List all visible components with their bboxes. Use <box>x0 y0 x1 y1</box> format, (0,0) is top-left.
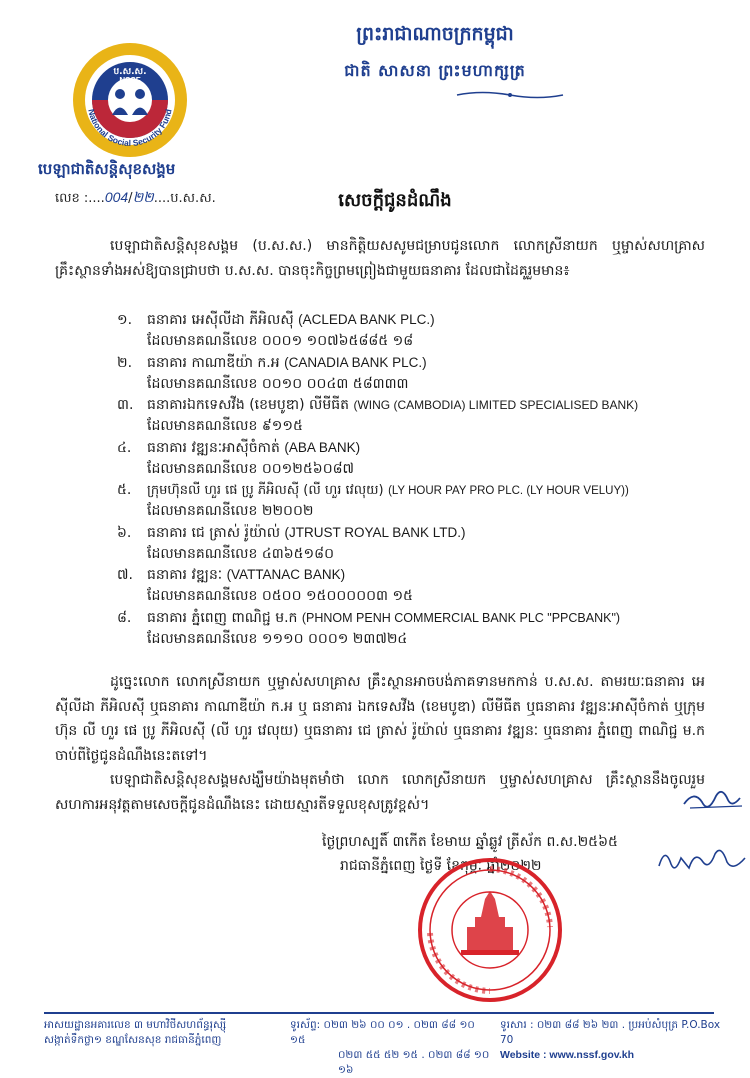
list-item: ៧. ធនាគារ វឌ្ឍនៈ (VATTANAC BANK) ដែលមានគណនីលេខ ០៥០០ ១៥០០០០០៣ ១៥ <box>117 567 413 604</box>
footer-phones: ទូរស័ព្ទ: ០២៣ ២៦ ០០ ០១ . ០២៣ ៨៨ ១០ ១៥ ០២៣ ៥៥ ៥២ ១៥ . ០២៣ ៨៨ ១០ ១៦ <box>290 1019 490 1076</box>
bank-name: ធនាគារ ជេ ត្រាស់ រ៉ូយ៉ាល់ <box>147 524 281 541</box>
account-label: ដែលមានគណនីលេខ <box>147 375 258 392</box>
bank-name-en: (LY HOUR PAY PRO PLC. (LY HOUR VELUY)) <box>388 485 629 497</box>
date-solar: រាជធានីភ្នំពេញ ថ្ងៃទី ខែកុម្ភៈ ឆ្នាំ២០២២ <box>340 858 542 874</box>
list-item: ២. ធនាគារ កាណាឌីយ៉ា ក.អ (CANADIA BANK PLC.) ដែលមានគណនីលេខ ០០១០ ០០៤៣ ៥៨៣៣៣ <box>117 354 427 392</box>
account-number: ៩១១៥ <box>261 418 303 434</box>
account-number: ៤៣៦៥១៨០ <box>261 545 334 562</box>
account-number: ០០១២៥៦០៨៧ <box>261 460 355 477</box>
account-number: ២២០០២ <box>261 503 314 519</box>
list-item: ៥. ក្រុមហ៊ុនលី ហួរ ផេ ប្រូ ភីអិលស៊ី (លី ហួរ វេលុយ) (LY HOUR PAY PRO PLC. (LY HOUR VELUY)) ដែលមានគណនីលេខ ២២០០២ <box>117 482 629 519</box>
footer-address: អាសយដ្ឋានអគារលេខ ៣ មហាវិថីសហព័ន្ធរុស្ស៊ី សង្កាត់ទឹកថ្លា១ ខណ្ឌសែនសុខ រាជធានីភ្នំពេញ <box>44 1019 227 1046</box>
intro-paragraph: បេឡាជាតិសន្តិសុខសង្គម (ប.ស.ស.) មានកិត្តិយសសូមជម្រាបជូនលោក លោកស្រីនាយក ឬម្ចាស់សហគ្រាស គ្រឹះស្ថានទាំងអស់ឱ្យបានជ្រាបថា ប.ស.ស. បានចុះកិច្ចព្រមព្រៀងជាមួយធនាគារ ដែលជាដៃគូរួមមាន៖ <box>55 238 705 279</box>
account-label: ដែលមានគណនីលេខ <box>147 588 258 604</box>
ornament-divider <box>455 90 565 100</box>
bank-name-en: (ABA BANK) <box>284 439 361 455</box>
account-label: ដែលមានគណនីលេខ <box>147 333 258 349</box>
payment-paragraph: ដូច្នេះលោក លោកស្រីនាយក ឬម្ចាស់សហគ្រាស គ្រឹះស្ថានអាចបង់ភាគទានមកកាន់ ប.ស.ស. តាមរយៈធនាគារ អេស៊ីលីដា ភីអិលស៊ី ឬធនាគារ កាណាឌីយ៉ា ក.អ ឬ ធនាគារ ឯកទេសវីង (ខេមបូឌា) លីមីធីត ឬធនាគារ វឌ្ឍនៈអាស៊ីចំកាត់ ឬក្រុមហ៊ុន លី ហួរ ផេ ប្រូ ភីអិលស៊ី (លី ហួរ វេលុយ) ឬធនាគារ ជេ ត្រាស់ រ៉ូយ៉ាល់ ឬធនាគារ វឌ្ឍនៈ ឬធនាគារ ភ្នំពេញ ពាណិជ្ជ ម.ក ចាប់ពីថ្ងៃជូនដំណឹងនេះតទៅ។ <box>55 674 705 764</box>
ref-number: 004 <box>104 189 129 205</box>
bank-name-en: (PHNOM PENH COMMERCIAL BANK PLC "PPCBANK") <box>301 610 621 625</box>
document-title: សេចក្តីជូនដំណឹង <box>338 190 452 211</box>
bank-name: ធនាគារ វឌ្ឍនៈ <box>147 567 223 583</box>
bank-name: ធនាគារ កាណាឌីយ៉ា ក.អ <box>147 354 280 371</box>
bank-name-en: (VATTANAC BANK) <box>226 567 346 582</box>
kingdom-heading: ព្រះរាជាណាចក្រកម្ពុជា <box>356 23 514 45</box>
list-item: ១. ធនាគារ អេស៊ីលីដា ភីអិលស៊ី (ACLEDA BANK PLC.) ដែលមានគណនីលេខ ០០០១ ១០៧៦៥៨៨៥ ១៨ <box>117 312 435 349</box>
bank-name-en: (ACLEDA BANK PLC.) <box>298 312 435 327</box>
account-label: ដែលមានគណនីលេខ <box>147 503 258 519</box>
handwritten-initial <box>680 782 750 822</box>
list-item: ៨. ធនាគារ ភ្នំពេញ ពាណិជ្ជ ម.ក (PHNOM PENH COMMERCIAL BANK PLC "PPCBANK") ដែលមានគណនីលេខ ១១១០ ០០០១ ២៣៧២៤ <box>117 609 621 647</box>
national-motto: ជាតិ សាសនា ព្រះមហាក្សត្រ <box>344 61 526 80</box>
bank-name: ក្រុមហ៊ុនលី ហួរ ផេ ប្រូ ភីអិលស៊ី (លី ហួរ វេលុយ) <box>147 483 384 498</box>
list-item: ៤. ធនាគារ វឌ្ឍនៈអាស៊ីចំកាត់ (ABA BANK) ដែលមានគណនីលេខ ០០១២៥៦០៨៧ <box>117 439 361 477</box>
list-item: ៦. ធនាគារ ជេ ត្រាស់ រ៉ូយ៉ាល់ (JTRUST ROYAL BANK LTD.) ដែលមានគណនីលេខ ៤៣៦៥១៨០ <box>117 524 466 562</box>
bank-name: ធនាគារ វឌ្ឍនៈអាស៊ីចំកាត់ <box>147 439 280 456</box>
ref-suffix: ប.ស.ស. <box>170 191 216 206</box>
nssf-logo <box>70 40 190 160</box>
logo-initials-en: NSSF <box>119 76 141 85</box>
account-number: ១១១០ ០០០១ ២៣៧២៤ <box>261 630 408 647</box>
bank-name-en: (CANADIA BANK PLC.) <box>284 354 427 370</box>
organization-name: បេឡាជាតិសន្តិសុខសង្គម <box>38 160 176 178</box>
list-item: ៣. ធនាគារឯកទេសវីង (ខេមបូឌា) លីមីធីត (WING (CAMBODIA) LIMITED SPECIALISED BANK) ដែលមានគណនីលេខ ៩១១៥ <box>117 397 639 434</box>
account-label: ដែលមានគណនីលេខ <box>147 418 258 434</box>
logo-ring-text: National Social Security Fund <box>86 108 174 149</box>
official-seal <box>415 855 565 1005</box>
account-number: ០៥០០ ១៥០០០០០៣ ១៥ <box>261 588 413 604</box>
account-number: ០០០១ ១០៧៦៥៨៨៥ ១៨ <box>261 333 414 349</box>
bank-name-en: (WING (CAMBODIA) LIMITED SPECIALISED BANK) <box>353 398 639 412</box>
date-lunar: ថ្ងៃព្រហស្បតិ៍ ៣កើត ខែមាឃ ឆ្នាំឆ្លូវ ត្រីស័ក ព.ស.២៥៦៥ <box>322 834 618 850</box>
website-link[interactable]: Website : www.nssf.gov.kh <box>500 1049 634 1061</box>
ref-year: ២២ <box>132 189 154 205</box>
account-number: ០០១០ ០០៤៣ ៥៨៣៣៣ <box>261 375 409 392</box>
bank-name: ធនាគារឯកទេសវីង (ខេមបូឌា) លីមីធីត <box>147 397 350 413</box>
reference-number: លេខ :....004/២២....ប.ស.ស. <box>55 189 216 206</box>
logo-initials-kh: ប.ស.ស. <box>113 67 147 77</box>
footer-contact: ទូរសារ : ០២៣ ៨៨ ២៦ ២៣ . ប្រអប់សំបុត្រ P.O.Box 70 Website : www.nssf.gov.kh <box>500 1018 730 1063</box>
bank-name: ធនាគារ ភ្នំពេញ ពាណិជ្ជ ម.ក <box>147 609 298 626</box>
closing-paragraph: បេឡាជាតិសន្តិសុខសង្គមសង្ឃឹមយ៉ាងមុតមាំថា លោក លោកស្រីនាយក ឬម្ចាស់សហគ្រាស គ្រឹះស្ថាននឹងចូលរួមសហការអនុវត្តតាមសេចក្តីជូនដំណឹងនេះ ដោយស្មារតីទទួលខុសត្រូវខ្ពស់។ <box>55 772 705 813</box>
bank-list <box>117 310 707 650</box>
account-label: ដែលមានគណនីលេខ <box>147 630 258 647</box>
footer-divider <box>44 1012 714 1014</box>
account-label: ដែលមានគណនីលេខ <box>147 545 258 562</box>
bank-name-en: (JTRUST ROYAL BANK LTD.) <box>284 524 466 540</box>
bank-name: ធនាគារ អេស៊ីលីដា ភីអិលស៊ី <box>147 312 294 328</box>
ref-label: លេខ : <box>55 191 89 206</box>
handwritten-signature <box>655 840 750 880</box>
account-label: ដែលមានគណនីលេខ <box>147 460 258 477</box>
